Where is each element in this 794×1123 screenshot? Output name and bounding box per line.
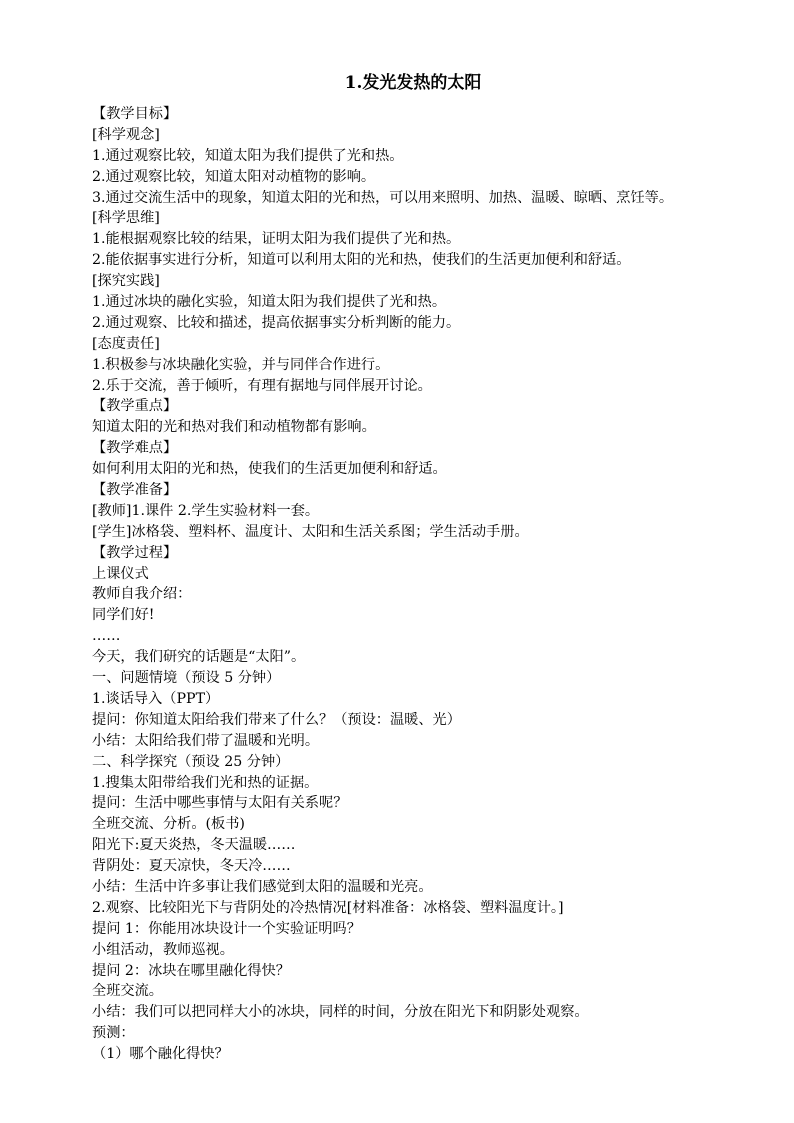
body-line: 提问 1：你能用冰块设计一个实验证明吗？ (92, 920, 361, 937)
body-line: 小结：太阳给我们带了温暖和光明。 (92, 732, 320, 749)
body-line: [科学思维] (92, 210, 160, 227)
body-line: 提问：你知道太阳给我们带来了什么？（预设：温暖、光） (92, 711, 461, 728)
body-line: 【教学重点】 (92, 398, 178, 415)
body-line: 知道太阳的光和热对我们和动植物都有影响。 (92, 419, 376, 436)
body-line: 如何利用太阳的光和热，使我们的生活更加便利和舒适。 (92, 461, 447, 478)
body-line: 背阴处：夏天凉快，冬天冷…… (92, 858, 291, 875)
body-line: 今天，我们研究的话题是“太阳”。 (92, 649, 306, 666)
body-line: 全班交流、分析。(板书) (92, 816, 245, 833)
body-line: 1.谈话导入（PPT） (92, 690, 220, 707)
body-line: 【教学准备】 (92, 482, 178, 499)
body-line: [教师]1.课件 2.学生实验材料一套。 (92, 502, 320, 519)
body-line: [学生]冰格袋、塑料杯、温度计、太阳和生活关系图；学生活动手册。 (92, 523, 529, 540)
body-line: 全班交流。 (92, 983, 163, 1000)
body-line: 1.能根据观察比较的结果，证明太阳为我们提供了光和热。 (92, 231, 461, 248)
body-line: 二、科学探究（预设 25 分钟） (92, 753, 290, 770)
body-line: 提问：生活中哪些事情与太阳有关系呢？ (92, 795, 348, 812)
body-line: 教师自我介绍： (92, 586, 192, 603)
body-line: 2.观察、比较阳光下与背阴处的冷热情况[材料准备：冰格袋、塑料温度计。] (92, 899, 564, 916)
body-line: （1）哪个融化得快？ (92, 1046, 229, 1063)
document-title: 1.发光发热的太阳 (344, 73, 482, 93)
body-line: 一、问题情境（预设 5 分钟） (92, 670, 281, 687)
body-line: 预测： (92, 1025, 135, 1042)
body-line: 小组活动，教师巡视。 (92, 941, 234, 958)
body-line: 1.积极参与冰块融化实验，并与同伴合作进行。 (92, 356, 390, 373)
body-line: 小结：我们可以把同样大小的冰块，同样的时间，分放在阳光下和阴影处观察。 (92, 1004, 589, 1021)
body-line: [探究实践] (92, 273, 160, 290)
body-line: 1.搜集太阳带给我们光和热的证据。 (92, 774, 319, 791)
body-line: 1.通过冰块的融化实验，知道太阳为我们提供了光和热。 (92, 294, 447, 311)
document-body (92, 104, 754, 1065)
body-line: 提问 2：冰块在哪里融化得快？ (92, 962, 290, 979)
body-line: 2.通过观察比较，知道太阳对动植物的影响。 (92, 168, 376, 185)
body-line: …… (92, 628, 121, 645)
body-line: 【教学目标】 (92, 106, 178, 122)
body-line: 【教学难点】 (92, 440, 178, 457)
body-line: 上课仪式 (92, 565, 149, 582)
body-line: 1.通过观察比较，知道太阳为我们提供了光和热。 (92, 147, 404, 164)
body-line: 2.乐于交流，善于倾听，有理有据地与同伴展开讨论。 (92, 377, 432, 394)
body-line: 小结：生活中许多事让我们感觉到太阳的温暖和光亮。 (92, 878, 433, 895)
body-line: 阳光下:夏天炎热，冬天温暖…… (92, 837, 296, 854)
body-line: [态度责任] (92, 335, 160, 352)
body-line: 【教学过程】 (92, 544, 178, 561)
body-line: 同学们好! (92, 607, 155, 624)
body-line: 3.通过交流生活中的现象，知道太阳的光和热，可以用来照明、加热、温暖、晾晒、烹饪等。 (92, 189, 674, 206)
body-line: [科学观念] (92, 126, 160, 143)
body-line: 2.通过观察、比较和描述，提高依据事实分析判断的能力。 (92, 314, 461, 331)
body-line: 2.能依据事实进行分析，知道可以利用太阳的光和热，使我们的生活更加便利和舒适。 (92, 252, 631, 269)
